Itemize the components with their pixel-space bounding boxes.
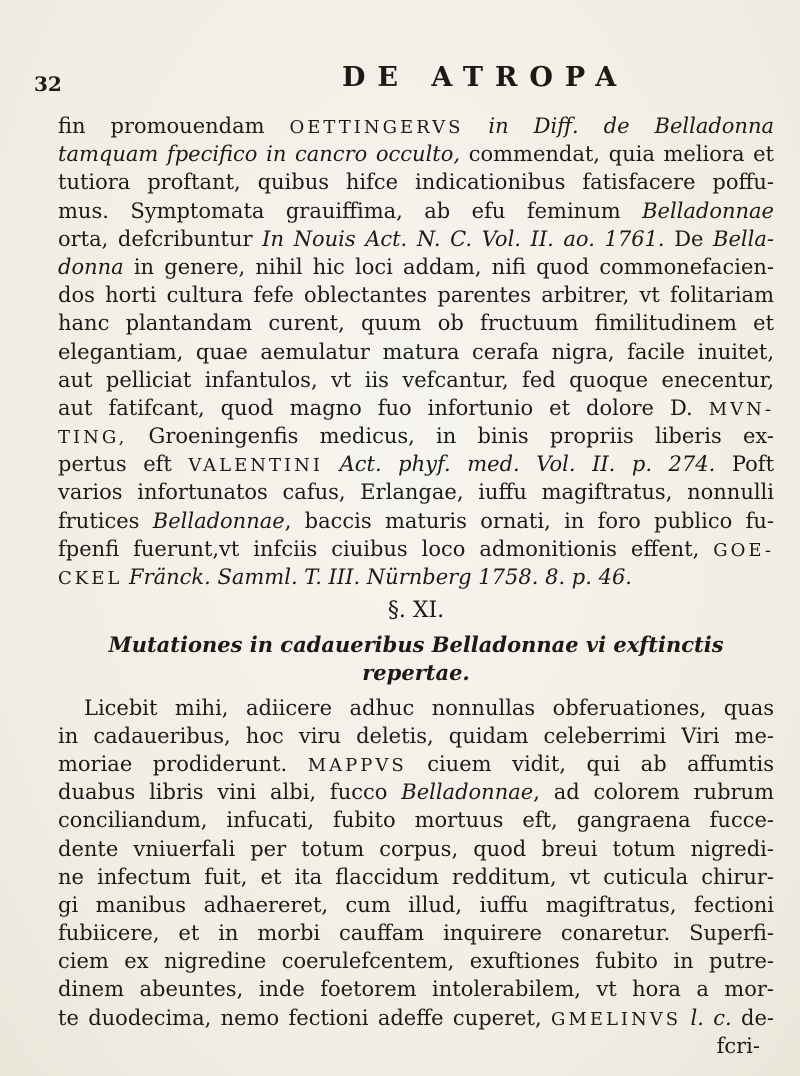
section-title-continued: repertae. [362, 660, 470, 686]
page-number: 32 [34, 72, 62, 96]
author-name: MAPPVS [307, 754, 407, 776]
text-line: elegantiam, quae aemulatur matura cerafa nigra, facile inuitet, [58, 339, 774, 364]
text-line: tutiora proftant, quibus hifce indicationibus fatisfacere poffu- [58, 170, 774, 195]
text-line: duabus libris vini albi, fucco Belladonnae, ad colorem rubrum [58, 780, 774, 805]
paragraph [58, 694, 774, 1032]
author-name: OETTINGERVS [289, 117, 464, 138]
page-body [58, 112, 774, 1060]
text-line: ne infectum fuit, et ita flaccidum redditum, vt cuticula chirur- [58, 864, 774, 889]
text-line: ciem ex nigredine coerulefcentem, exuftiones fubito in putre- [58, 949, 774, 974]
text-line: mus. Symptomata grauiffima, ab efu feminum Belladonnae [58, 198, 774, 223]
author-name: MVN- [708, 398, 774, 420]
text-line: aut pelliciat infantulos, vt iis vefcantur, fed quoque enecentur, [58, 367, 774, 392]
page-header [34, 62, 774, 96]
text-line: varios infortunatos cafus, Erlangae, iuffu magiftratus, nonnulli [58, 480, 774, 505]
text-line: pertus eft VALENTINI Act. phyf. med. Vol. II. p. 274. Poft [58, 452, 775, 477]
text-line: Licebit mihi, adiicere adhuc nonnullas obferuationes, quas [84, 695, 774, 720]
text-line: frutices Belladonnae, baccis maturis ornati, in foro publico fu- [58, 508, 774, 533]
text-line: TING, Groeningenfis medicus, in binis propriis liberis ex- [58, 424, 774, 449]
paragraph [58, 112, 774, 591]
text-line: te duodecima, nemo fectioni adeffe cuperet, GMELINVS l. c. de- [58, 1005, 774, 1030]
text-line: tamquam fpecifico in cancro occulto, commendat, quia meliora et [58, 142, 774, 167]
author-name: CKEL [58, 568, 123, 589]
section-number: §. XI. [387, 598, 445, 624]
text-line: in cadaueribus, hoc viru deletis, quidam celeberrimi Viri me- [58, 723, 774, 748]
text-line: orta, defcribuntur In Nouis Act. N. C. Vol. II. ao. 1761. De Bella- [58, 226, 774, 251]
text-line: moriae prodiderunt. MAPPVS ciuem vidit, qui ab affumtis [58, 751, 774, 776]
text-line: gi manibus adhaereret, cum illud, iuffu magiftratus, fectioni [58, 892, 774, 917]
text-line: dinem abeuntes, inde foetorem intolerabilem, vt hora a mor- [58, 977, 774, 1002]
text-line: dos horti cultura fefe oblectantes parentes arbitrer, vt folitariam [58, 283, 774, 308]
author-name: VALENTINI [188, 455, 324, 477]
catchword: fcri- [716, 1033, 760, 1058]
text-line: fpenfi fuerunt,vt infciis ciuibus loco admonitionis effent, GOE- [58, 536, 774, 561]
text-line: aut fatifcant, quod magno fuo infortunio et dolore D. MVN- [58, 395, 774, 420]
section-title: Mutationes in cadaueribus Belladonnae vi exftinctis [108, 632, 724, 658]
text-line: conciliandum, infucati, fubito mortuus eft, gangraena fucce- [58, 808, 774, 833]
text-line: hanc plantandam curent, quum ob fructuum fimilitudinem et [58, 311, 774, 336]
text-line: dente vniuerfali per totum corpus, quod breui totum nigredi- [58, 836, 774, 861]
author-name: TING, [58, 427, 128, 449]
text-line: donna in genere, nihil hic loci addam, nifi quod commonefacien- [58, 254, 774, 279]
author-name: GOE- [713, 539, 774, 561]
text-line: fubiicere, et in morbi cauffam inquirere conaretur. Superfi- [58, 921, 774, 946]
author-name: GMELINVS [551, 1008, 682, 1030]
running-head: DE ATROPA [342, 62, 629, 93]
text-line: CKEL Fränck. Samml. T. III. Nürnberg 1758. 8. p. 46. [58, 565, 632, 589]
text-line: fin promouendam OETTINGERVS in Diff. de Belladonna [58, 114, 774, 138]
